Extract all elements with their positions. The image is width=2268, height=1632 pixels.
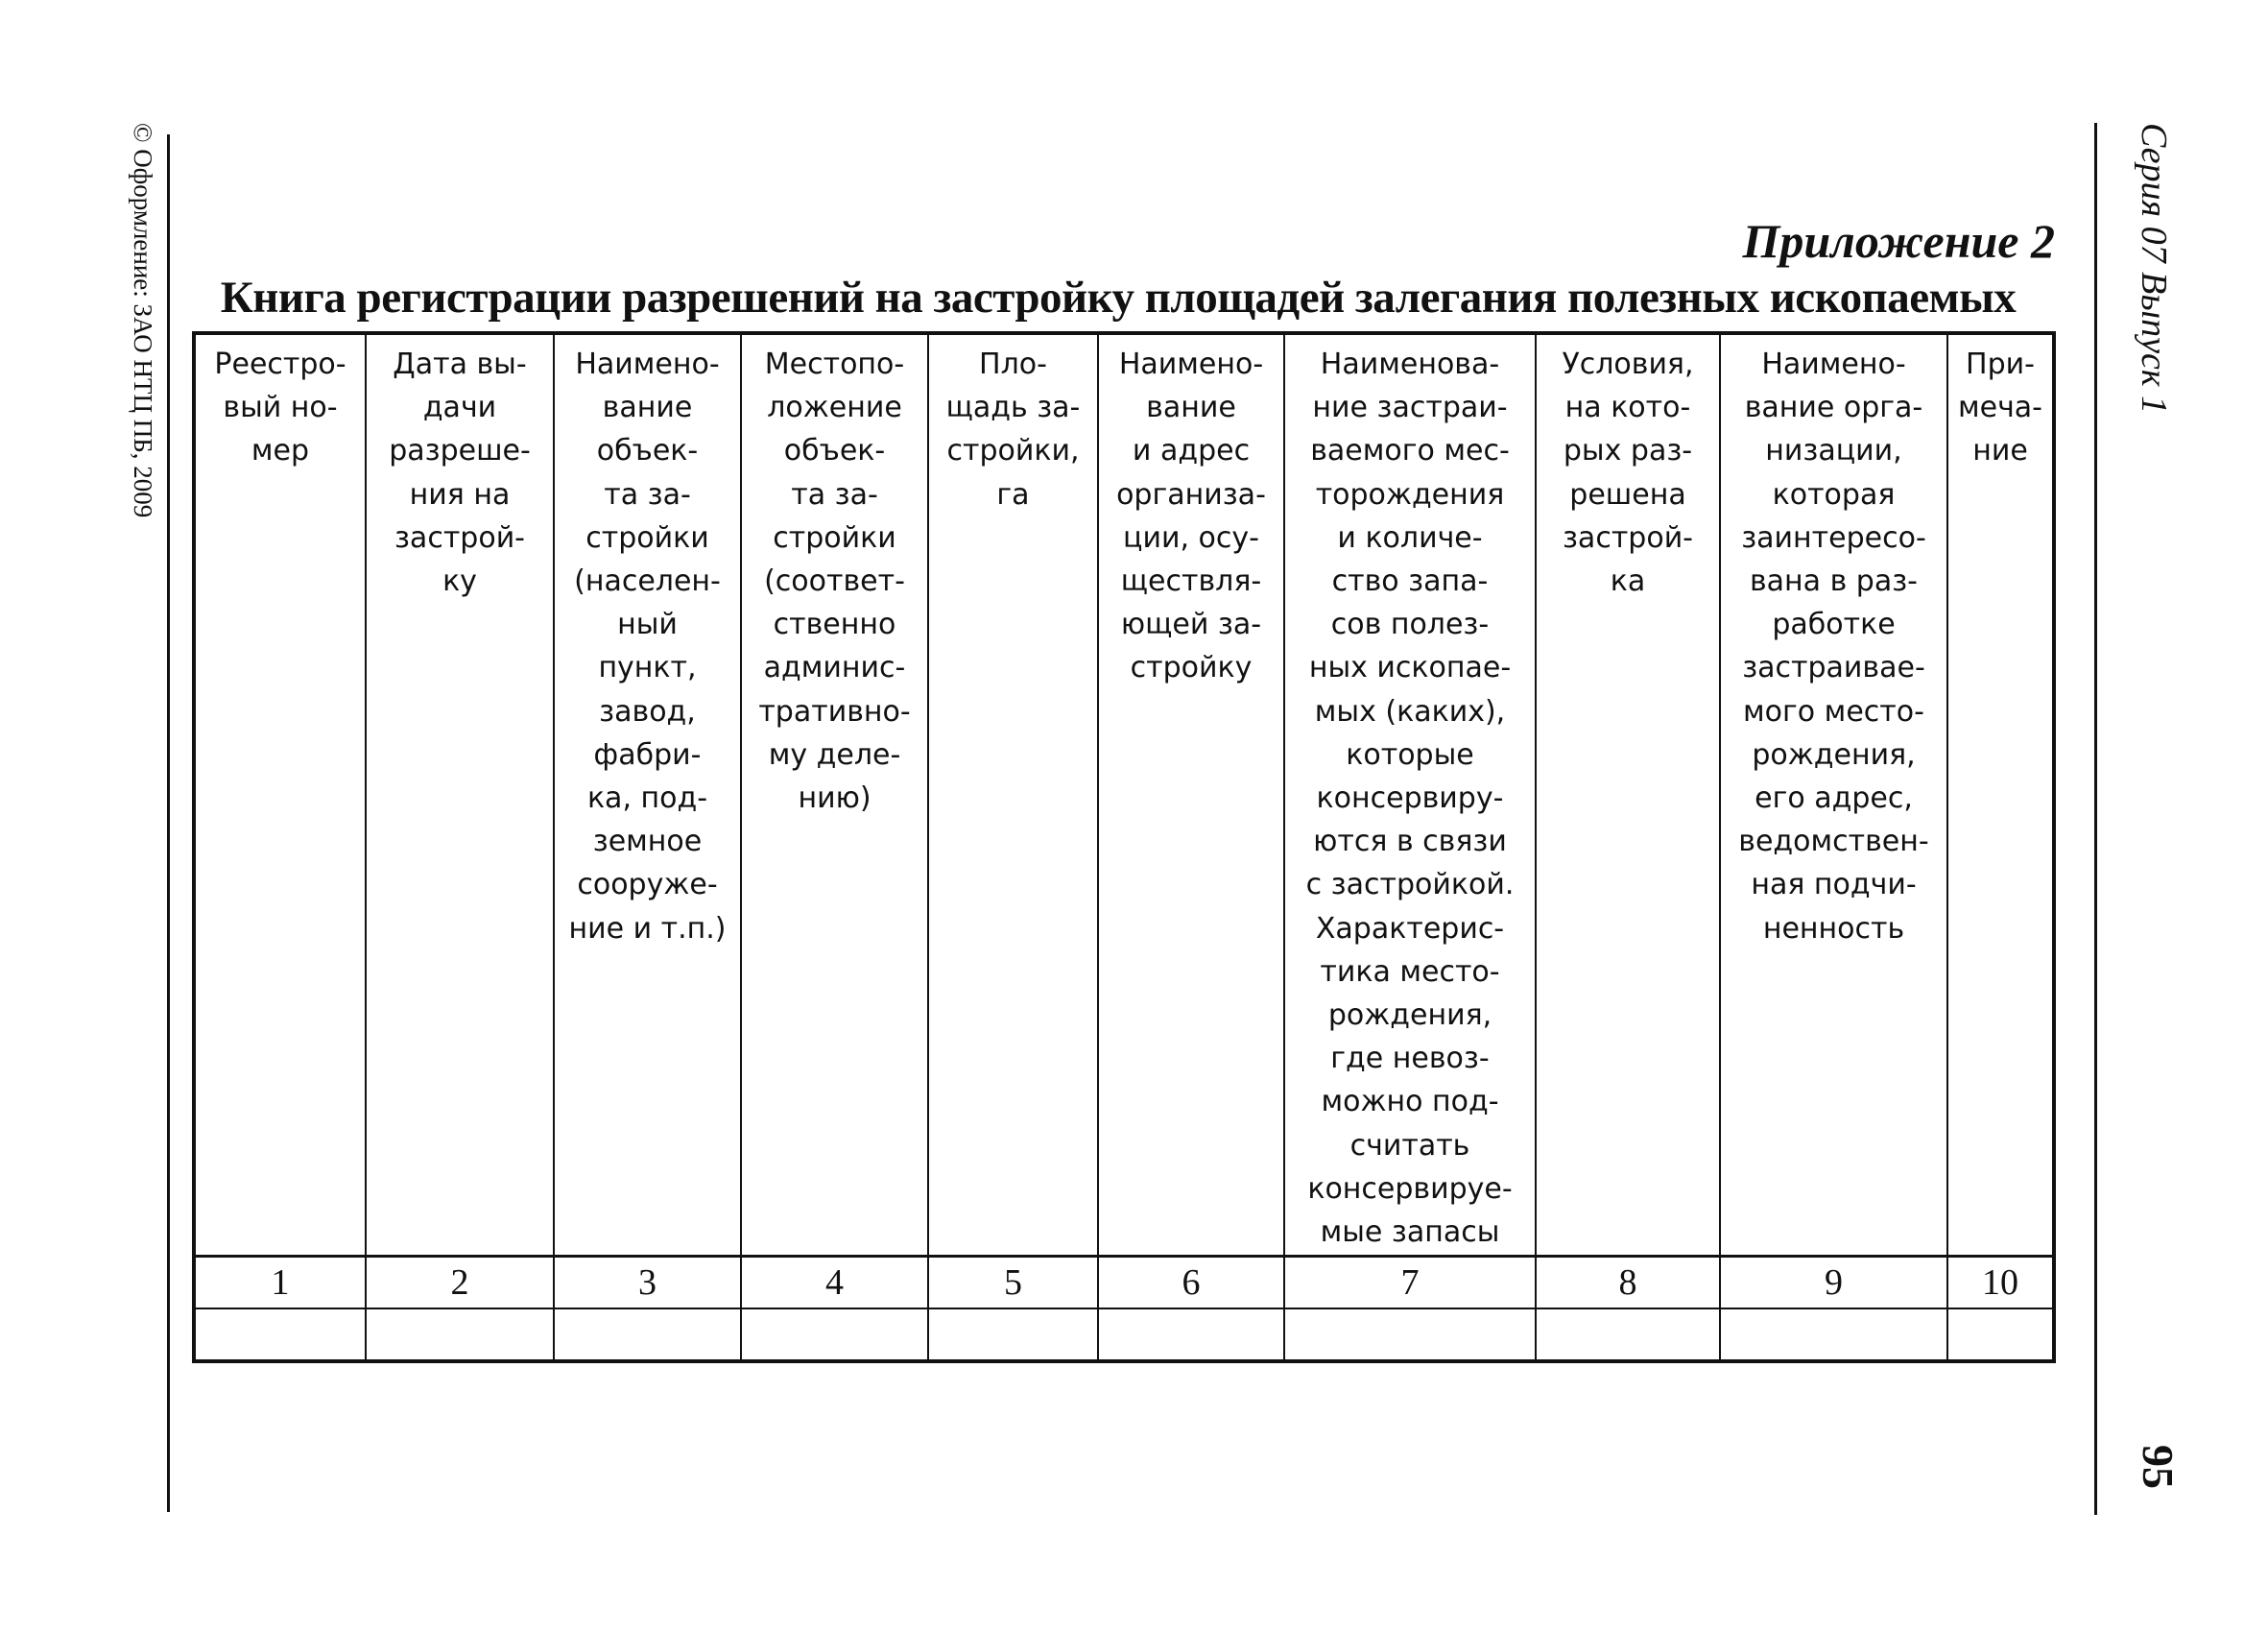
column-header-interested-organization (1720, 333, 1947, 1257)
header-line: организа- (1116, 477, 1266, 512)
header-line: завод, (599, 694, 696, 729)
header-line: Дата вы- (393, 348, 527, 381)
header-line: меча- (1957, 391, 2043, 425)
header-line: считать (1349, 1128, 1470, 1163)
header-line: пункт, (598, 651, 697, 685)
column-header-organization (1098, 333, 1284, 1257)
header-line: ка, под- (586, 781, 708, 816)
header-line: ние и т.п.) (568, 911, 727, 946)
header-line: дачи (422, 391, 497, 425)
header-line: разреше- (389, 434, 531, 468)
header-line: админис- (763, 651, 906, 685)
header-line: ненность (1762, 911, 1905, 946)
column-number: 5 (928, 1257, 1098, 1309)
appendix-label: Приложение 2 (1742, 214, 2055, 268)
header-row (194, 333, 2054, 1257)
empty-data-row (194, 1308, 2054, 1361)
column-number: 7 (1284, 1257, 1536, 1309)
header-line: тика место- (1320, 954, 1500, 989)
column-number: 10 (1947, 1257, 2054, 1309)
header-line: рождения, (1327, 998, 1492, 1033)
empty-cell (1720, 1308, 1947, 1361)
empty-cell (194, 1308, 366, 1361)
header-line: мые запасы (1320, 1215, 1500, 1250)
header-line: та за- (604, 477, 691, 512)
column-header-area (928, 333, 1098, 1257)
header-line: ющей за- (1120, 608, 1262, 642)
header-line: ка (1610, 564, 1646, 599)
right-margin-rule (2094, 123, 2097, 1515)
header-line: ние застраи- (1312, 391, 1508, 425)
header-line: торождения (1315, 477, 1505, 512)
header-line: мер (251, 434, 310, 468)
header-line: ку (442, 564, 477, 599)
header-line: можно под- (1321, 1085, 1499, 1119)
series-label: Серия 07 Выпуск 1 (2134, 123, 2174, 415)
header-line: Наимено- (1761, 348, 1906, 381)
header-line: сов полез- (1330, 608, 1490, 642)
column-number: 2 (366, 1257, 554, 1309)
header-line: которые (1346, 737, 1474, 772)
column-header-deposit (1284, 333, 1536, 1257)
header-line: и количе- (1337, 520, 1483, 555)
column-number: 9 (1720, 1257, 1947, 1309)
column-header-notes (1947, 333, 2054, 1257)
empty-cell (366, 1308, 554, 1361)
header-line: ния на (409, 477, 511, 512)
header-line: ная подчи- (1751, 868, 1917, 902)
header-line: объек- (596, 434, 699, 468)
column-number-row (194, 1257, 2054, 1309)
header-line: фабри- (593, 737, 702, 772)
header-line: стройку (1130, 651, 1253, 685)
header-line: консервируе- (1307, 1171, 1513, 1206)
header-line: ных ископае- (1308, 651, 1512, 685)
empty-cell (1284, 1308, 1536, 1361)
column-number: 6 (1098, 1257, 1284, 1309)
header-line: земное (592, 825, 703, 859)
header-line: низации, (1765, 434, 1902, 468)
header-line: рождения, (1752, 737, 1916, 772)
copyright-notice: © Оформление: ЗАО НТЦ ПБ, 2009 (129, 123, 157, 518)
header-line: вание орга- (1744, 391, 1923, 425)
header-line: Наименова- (1320, 348, 1500, 381)
header-line: застраивае- (1742, 651, 1925, 685)
header-line: вый но- (223, 391, 338, 425)
header-line: (соответ- (764, 564, 905, 599)
header-line: объек- (783, 434, 886, 468)
header-line: вана в раз- (1749, 564, 1919, 599)
header-line: нию) (798, 781, 871, 816)
empty-cell (741, 1308, 928, 1361)
header-line: ство запа- (1331, 564, 1489, 599)
empty-cell (1947, 1308, 2054, 1361)
header-line: Реестро- (214, 348, 346, 381)
left-margin-rule (167, 134, 170, 1512)
header-line: застрой- (1562, 520, 1694, 555)
header-line: тративно- (758, 694, 911, 729)
header-line: с застройкой. (1305, 868, 1515, 902)
header-line: ние (1972, 434, 2028, 468)
header-line: ственно (773, 608, 896, 642)
header-line: му деле- (768, 737, 901, 772)
header-line: ложение (767, 391, 902, 425)
header-line: (населен- (574, 564, 721, 599)
header-line: Наимено- (1118, 348, 1264, 381)
header-line: ный (617, 608, 678, 642)
header-line: вание (602, 391, 693, 425)
header-line: где невоз- (1330, 1042, 1490, 1076)
header-line: Условия, (1562, 348, 1694, 381)
column-header-object-name (554, 333, 741, 1257)
header-line: ваемого мес- (1310, 434, 1510, 468)
column-number: 3 (554, 1257, 741, 1309)
header-line: его адрес, (1755, 781, 1913, 816)
column-header-object-location (741, 333, 928, 1257)
header-line: консервиру- (1316, 781, 1504, 816)
registration-table (192, 331, 2056, 1363)
header-line: щадь за- (945, 391, 1081, 425)
header-line: мого место- (1743, 694, 1924, 729)
column-header-conditions (1536, 333, 1720, 1257)
column-header-issue-date (366, 333, 554, 1257)
header-line: стройки (585, 520, 709, 555)
header-line: га (996, 477, 1030, 512)
header-line: рых раз- (1563, 434, 1693, 468)
column-number: 4 (741, 1257, 928, 1309)
header-line: застрой- (394, 520, 526, 555)
header-line: вание (1146, 391, 1236, 425)
empty-cell (928, 1308, 1098, 1361)
column-header-registry-number (194, 333, 366, 1257)
header-line: сооруже- (577, 868, 718, 902)
page-title: Книга регистрации разрешений на застройку площадей залегания полезных ископаемых (220, 273, 2017, 323)
column-number: 8 (1536, 1257, 1720, 1309)
empty-cell (554, 1308, 741, 1361)
header-line: ции, осу- (1123, 520, 1259, 555)
empty-cell (1536, 1308, 1720, 1361)
header-line: стройки, (946, 434, 1080, 468)
header-line: работке (1772, 608, 1896, 642)
column-number: 1 (194, 1257, 366, 1309)
header-line: Наимено- (575, 348, 720, 381)
header-line: стройки (773, 520, 896, 555)
header-line: ведомствен- (1738, 825, 1929, 859)
header-line: Пло- (979, 348, 1047, 381)
page-number: 95 (2134, 1445, 2183, 1489)
header-line: При- (1966, 348, 2035, 381)
empty-cell (1098, 1308, 1284, 1361)
header-line: и адрес (1132, 434, 1251, 468)
header-line: Характерис- (1315, 911, 1505, 946)
header-line: заинтересо- (1741, 520, 1926, 555)
header-line: которая (1772, 477, 1896, 512)
header-line: та за- (791, 477, 878, 512)
header-line: Местопо- (764, 348, 905, 381)
header-line: решена (1569, 477, 1686, 512)
header-line: на кото- (1564, 391, 1691, 425)
header-line: ществля- (1120, 564, 1262, 599)
header-line: мых (каких), (1314, 694, 1506, 729)
header-line: ются в связи (1313, 825, 1507, 859)
